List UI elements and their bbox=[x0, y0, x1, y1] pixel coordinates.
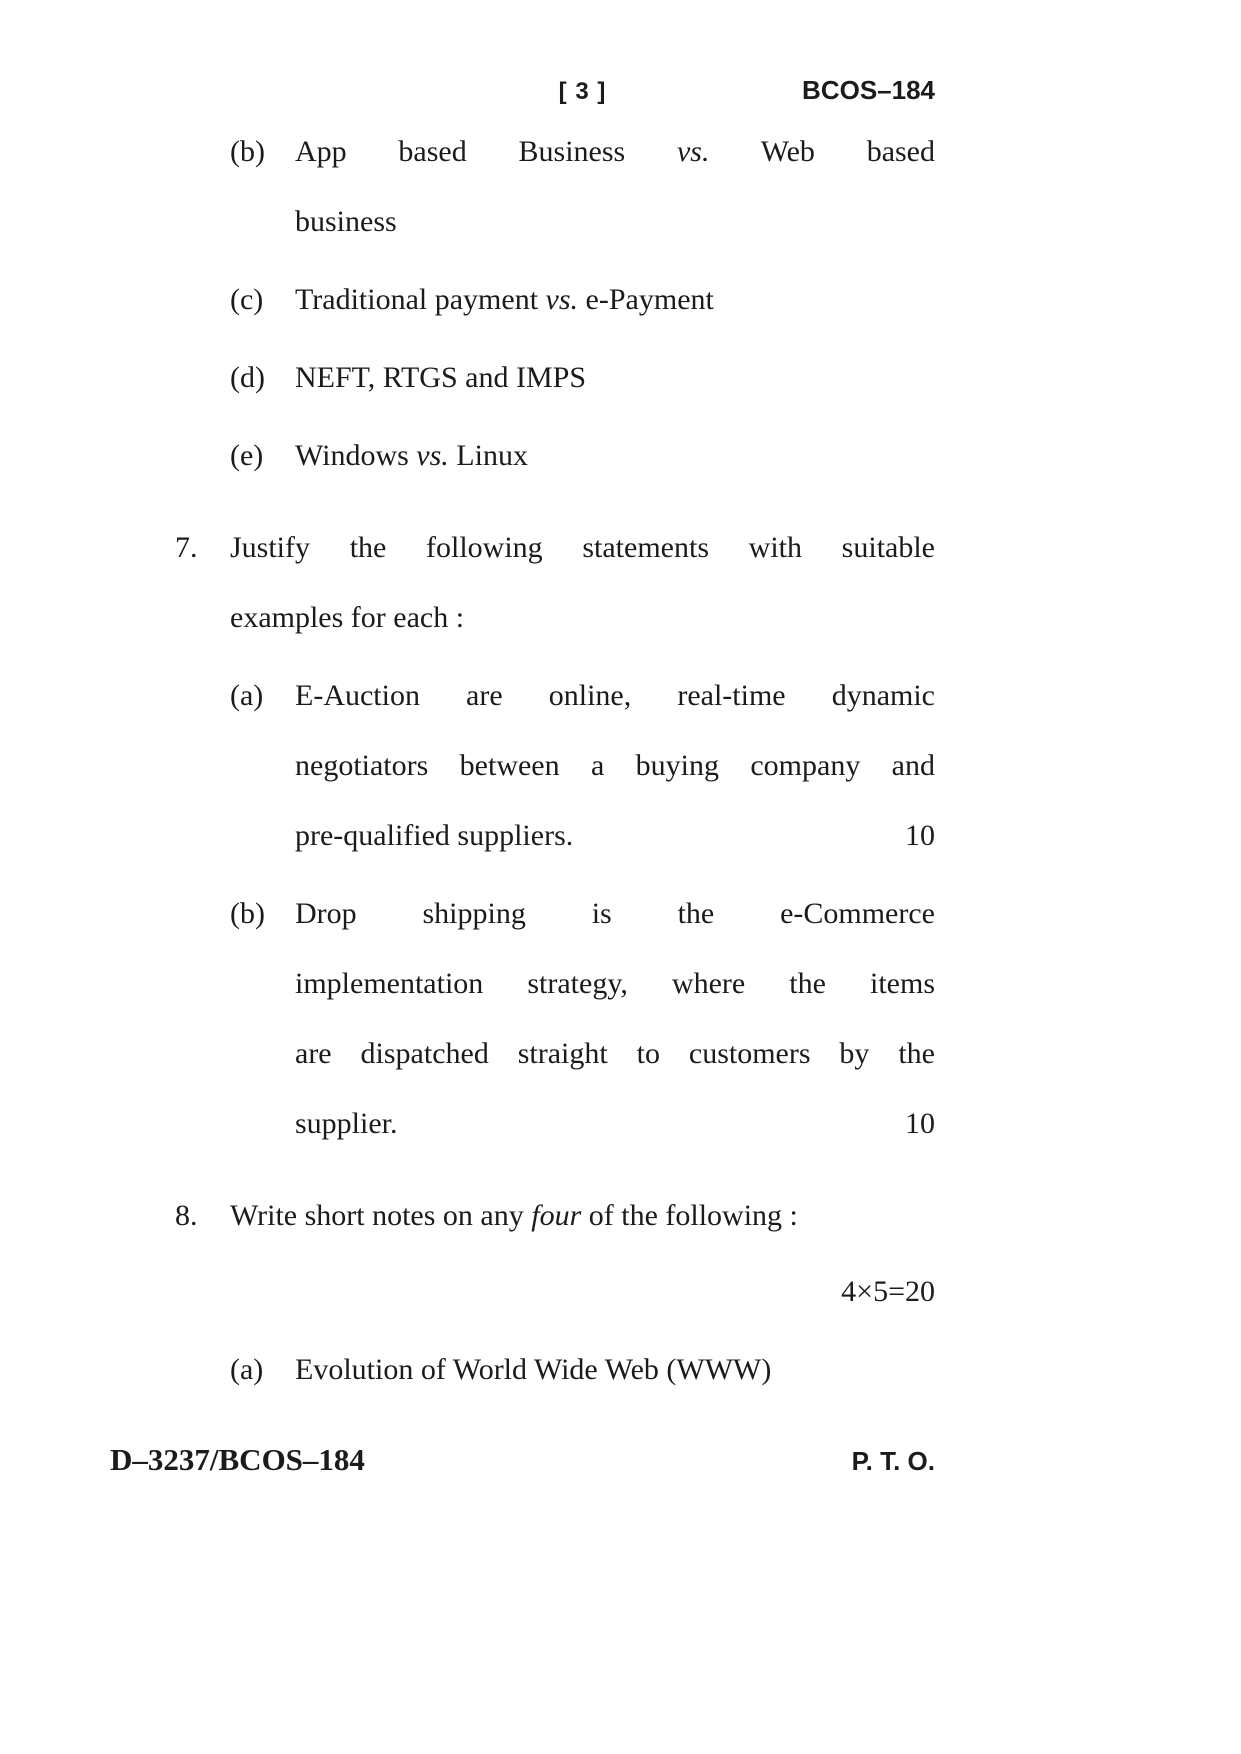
text-line bbox=[295, 343, 935, 413]
text-line bbox=[295, 801, 935, 871]
option-item-d bbox=[230, 343, 935, 413]
text-segment: Linux bbox=[448, 439, 528, 472]
option-item-b bbox=[230, 117, 935, 257]
option-label: (c) bbox=[230, 283, 264, 316]
part-label: (a) bbox=[230, 1353, 264, 1386]
text-line bbox=[230, 513, 935, 583]
text-line bbox=[295, 265, 935, 335]
option-item-c bbox=[230, 265, 935, 335]
text-segment: are dispatched straight to customers by the bbox=[295, 1037, 935, 1070]
text-segment: e-Payment bbox=[578, 283, 714, 316]
text-line bbox=[295, 1019, 935, 1089]
question-options-list bbox=[0, 117, 1241, 491]
text-line bbox=[295, 879, 935, 949]
option-text bbox=[295, 117, 935, 257]
question-number: 7. bbox=[175, 531, 198, 564]
page-footer bbox=[110, 1442, 935, 1478]
question-8-part-a bbox=[230, 1335, 935, 1405]
question-8 bbox=[0, 1181, 1241, 1405]
question-7-part-b bbox=[230, 879, 935, 1159]
option-item-e bbox=[230, 421, 935, 491]
part-label: (a) bbox=[230, 679, 264, 712]
text-line bbox=[230, 1257, 935, 1327]
text-segment: Web based bbox=[709, 135, 935, 168]
question-8-parts bbox=[0, 1335, 1241, 1405]
option-text bbox=[295, 343, 935, 413]
part-text bbox=[295, 661, 935, 871]
text-segment: Write short notes on any bbox=[230, 1199, 532, 1232]
italic-text: four bbox=[531, 1199, 582, 1232]
question-text bbox=[230, 513, 935, 653]
text-line bbox=[295, 421, 935, 491]
marks-value: 10 bbox=[905, 819, 935, 852]
text-segment: E-Auction are online, real-time dynamic bbox=[295, 679, 935, 712]
question-text bbox=[230, 1181, 935, 1251]
text-line bbox=[295, 1335, 935, 1405]
text-segment: implementation strategy, where the items bbox=[295, 967, 935, 1000]
paper-code: BCOS–184 bbox=[802, 75, 936, 105]
italic-text: vs. bbox=[416, 439, 449, 472]
text-line bbox=[295, 949, 935, 1019]
text-segment: Evolution of World Wide Web (WWW) bbox=[295, 1353, 772, 1386]
text-line bbox=[295, 661, 935, 731]
question-8-stem bbox=[175, 1181, 935, 1251]
question-7-part-a bbox=[230, 661, 935, 871]
text-segment: Windows bbox=[295, 439, 417, 472]
option-label: (b) bbox=[230, 135, 265, 168]
text-segment: NEFT, RTGS and IMPS bbox=[295, 361, 587, 394]
option-label: (d) bbox=[230, 361, 265, 394]
option-text bbox=[295, 265, 935, 335]
text-segment: App based Business bbox=[295, 135, 677, 168]
text-line bbox=[295, 117, 935, 187]
paper-reference: D–3237/BCOS–184 bbox=[110, 1442, 365, 1477]
question-7-stem bbox=[175, 513, 935, 653]
text-line bbox=[295, 731, 935, 801]
text-line bbox=[295, 187, 935, 257]
text-segment: Justify the following statements with suitable bbox=[230, 531, 935, 564]
italic-text: vs. bbox=[676, 135, 710, 168]
marks-value: 10 bbox=[905, 1107, 935, 1140]
question-8-marks bbox=[230, 1257, 935, 1327]
text-line bbox=[230, 1181, 935, 1251]
option-text bbox=[295, 421, 935, 491]
text-segment: 4×5=20 bbox=[841, 1275, 935, 1308]
text-segment: business bbox=[295, 205, 397, 238]
question-number: 8. bbox=[175, 1199, 198, 1232]
text-segment: examples for each : bbox=[230, 601, 465, 634]
text-segment: pre-qualified suppliers. bbox=[295, 819, 574, 852]
text-line bbox=[230, 583, 935, 653]
text-segment: Traditional payment bbox=[295, 283, 546, 316]
italic-text: vs. bbox=[545, 283, 579, 316]
question-7 bbox=[0, 513, 1241, 1159]
page-header bbox=[230, 75, 935, 105]
pto-label: P. T. O. bbox=[851, 1446, 935, 1476]
part-label: (b) bbox=[230, 897, 265, 930]
text-segment: Drop shipping is the e-Commerce bbox=[295, 897, 935, 930]
text-segment: supplier. bbox=[295, 1107, 398, 1140]
text-line bbox=[295, 1089, 935, 1159]
part-text bbox=[295, 879, 935, 1159]
text-segment: negotiators between a buying company and bbox=[295, 749, 935, 782]
part-text bbox=[295, 1335, 935, 1405]
page-number: [ 3 ] bbox=[558, 78, 607, 105]
text-segment: of the following : bbox=[581, 1199, 798, 1232]
question-7-parts bbox=[0, 661, 1241, 1159]
option-label: (e) bbox=[230, 439, 264, 472]
